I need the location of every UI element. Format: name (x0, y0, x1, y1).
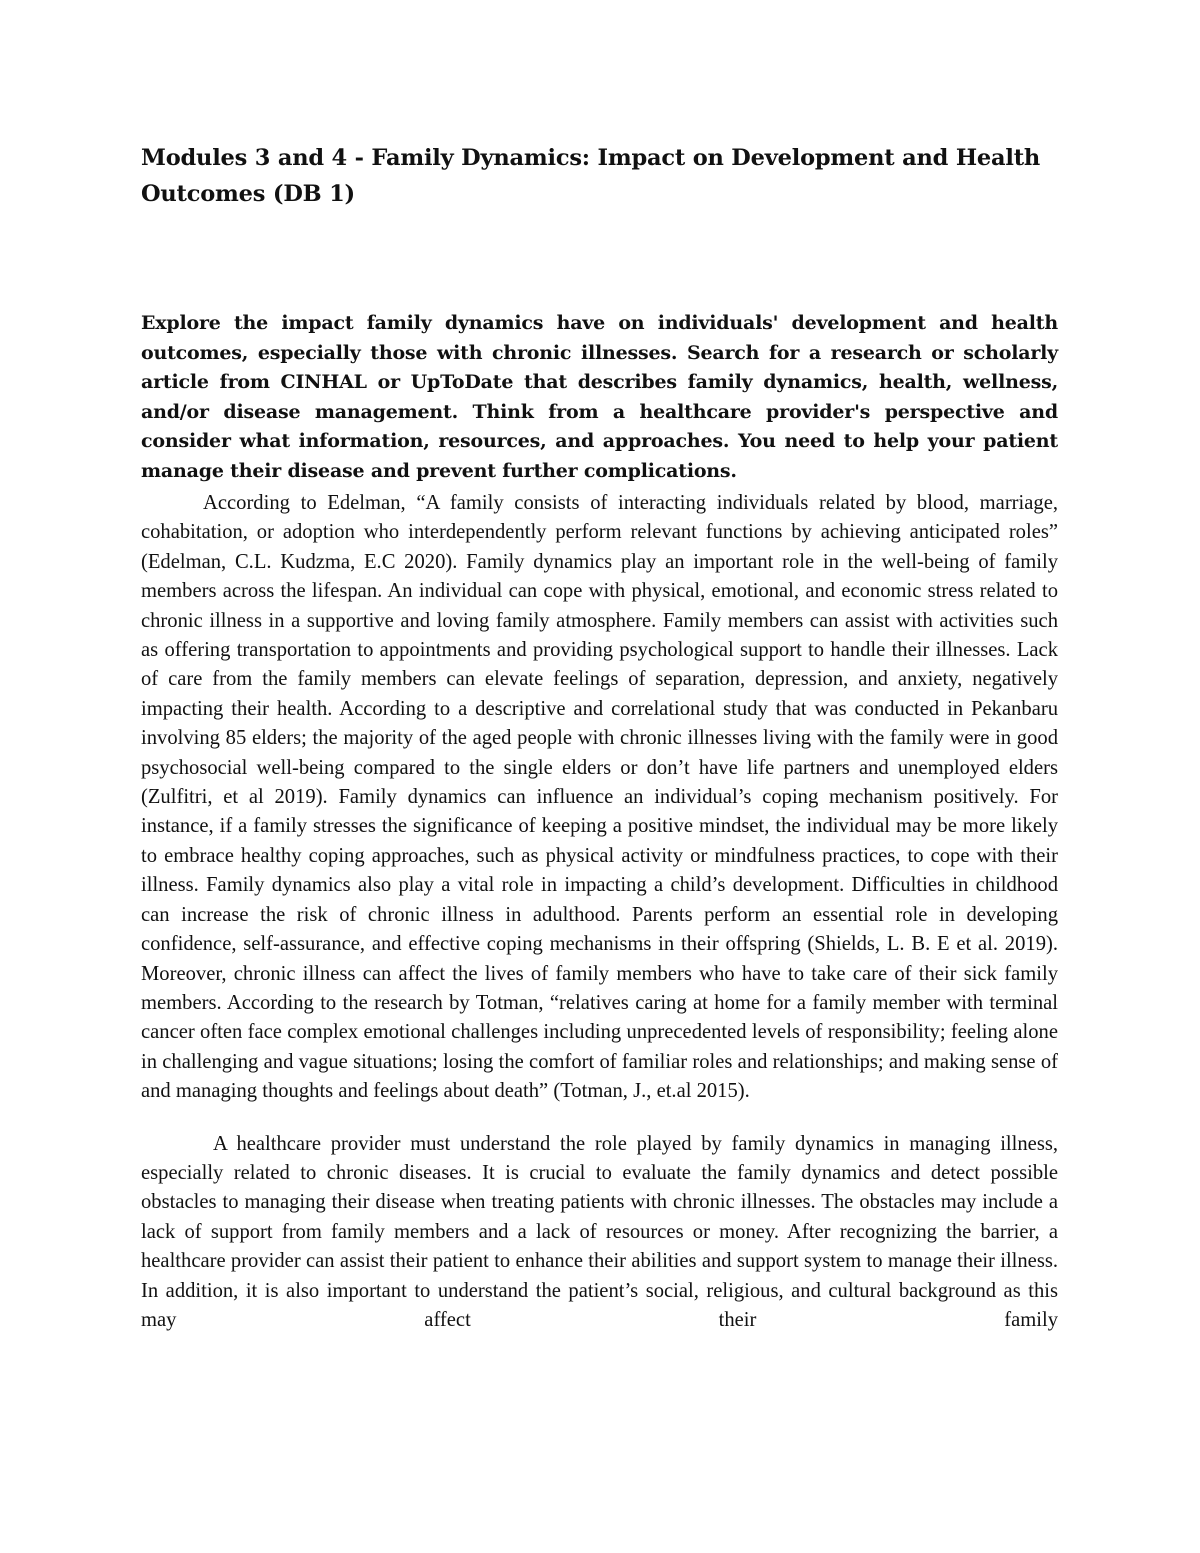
discussion-prompt: Explore the impact family dynamics have on individuals' development and health outcomes, especially those with chronic illnesses. Search for a research or scholarly article from CINHAL or UpToDate that describes family dynamics, health, wellness, and/or disease management. Think from a healthcare provider's perspective and consider what information, resources, and approaches. You need to help your patient manage their disease and prevent further complications. (141, 312, 1058, 482)
body-paragraph-2: A healthcare provider must understand the role played by family dynamics in managing illness, especially related to chronic diseases. It is crucial to evaluate the family dynamics and detect possible obstacles to managing their disease when treating patients with chronic illnesses. The obstacles may include a lack of support from family members and a lack of resources or money. After recognizing the barrier, a healthcare provider can assist their patient to enhance their abilities and support system to manage their illness. In addition, it is also important to understand the patient’s social, religious, and cultural background as this may affect their family (141, 1132, 1058, 1331)
document-title: Modules 3 and 4 - Family Dynamics: Impact on Development and Health Outcomes (DB 1) (141, 145, 1041, 207)
body-paragraph-1: According to Edelman, “A family consists of interacting individuals related by blood, marriage, cohabitation, or adoption who interdependently perform relevant functions by achieving anticipated roles” (Edelman, C.L. Kudzma, E.C 2020). Family dynamics play an important role in the well-being of family members across the lifespan. An individual can cope with physical, emotional, and economic stress related to chronic illness in a supportive and loving family atmosphere. Family members can assist with activities such as offering transportation to appointments and providing psychological support to handle their illnesses. Lack of care from the family members can elevate feelings of separation, depression, and anxiety, negatively impacting their health. According to a descriptive and correlational study that was conducted in Pekanbaru involving 85 elders; the majority of the aged people with chronic illnesses living with the family were in good psychosocial well-being compared to the single elders or don’t have life partners and unemployed elders (Zulfitri, et al 2019). Family dynamics can influence an individual’s coping mechanism positively. For instance, if a family stresses the significance of keeping a positive mindset, the individual may be more likely to embrace healthy coping approaches, such as physical activity or mindfulness practices, to cope with their illness. Family dynamics also play a vital role in impacting a child’s development. Difficulties in childhood can increase the risk of chronic illness in adulthood. Parents perform an essential role in developing confidence, self-assurance, and effective coping mechanisms in their offspring (Shields, L. B. E et al. 2019). Moreover, chronic illness can affect the lives of family members who have to take care of their sick family members. According to the research by Totman, “relatives caring at home for a family member with terminal cancer often face complex emotional challenges including unprecedented levels of responsibility; feeling alone in challenging and vague situations; losing the comfort of familiar roles and relationships; and making sense of and managing thoughts and feelings about death” (Totman, J., et.al 2015). (141, 492, 1058, 1103)
document-page (141, 140, 1058, 1335)
